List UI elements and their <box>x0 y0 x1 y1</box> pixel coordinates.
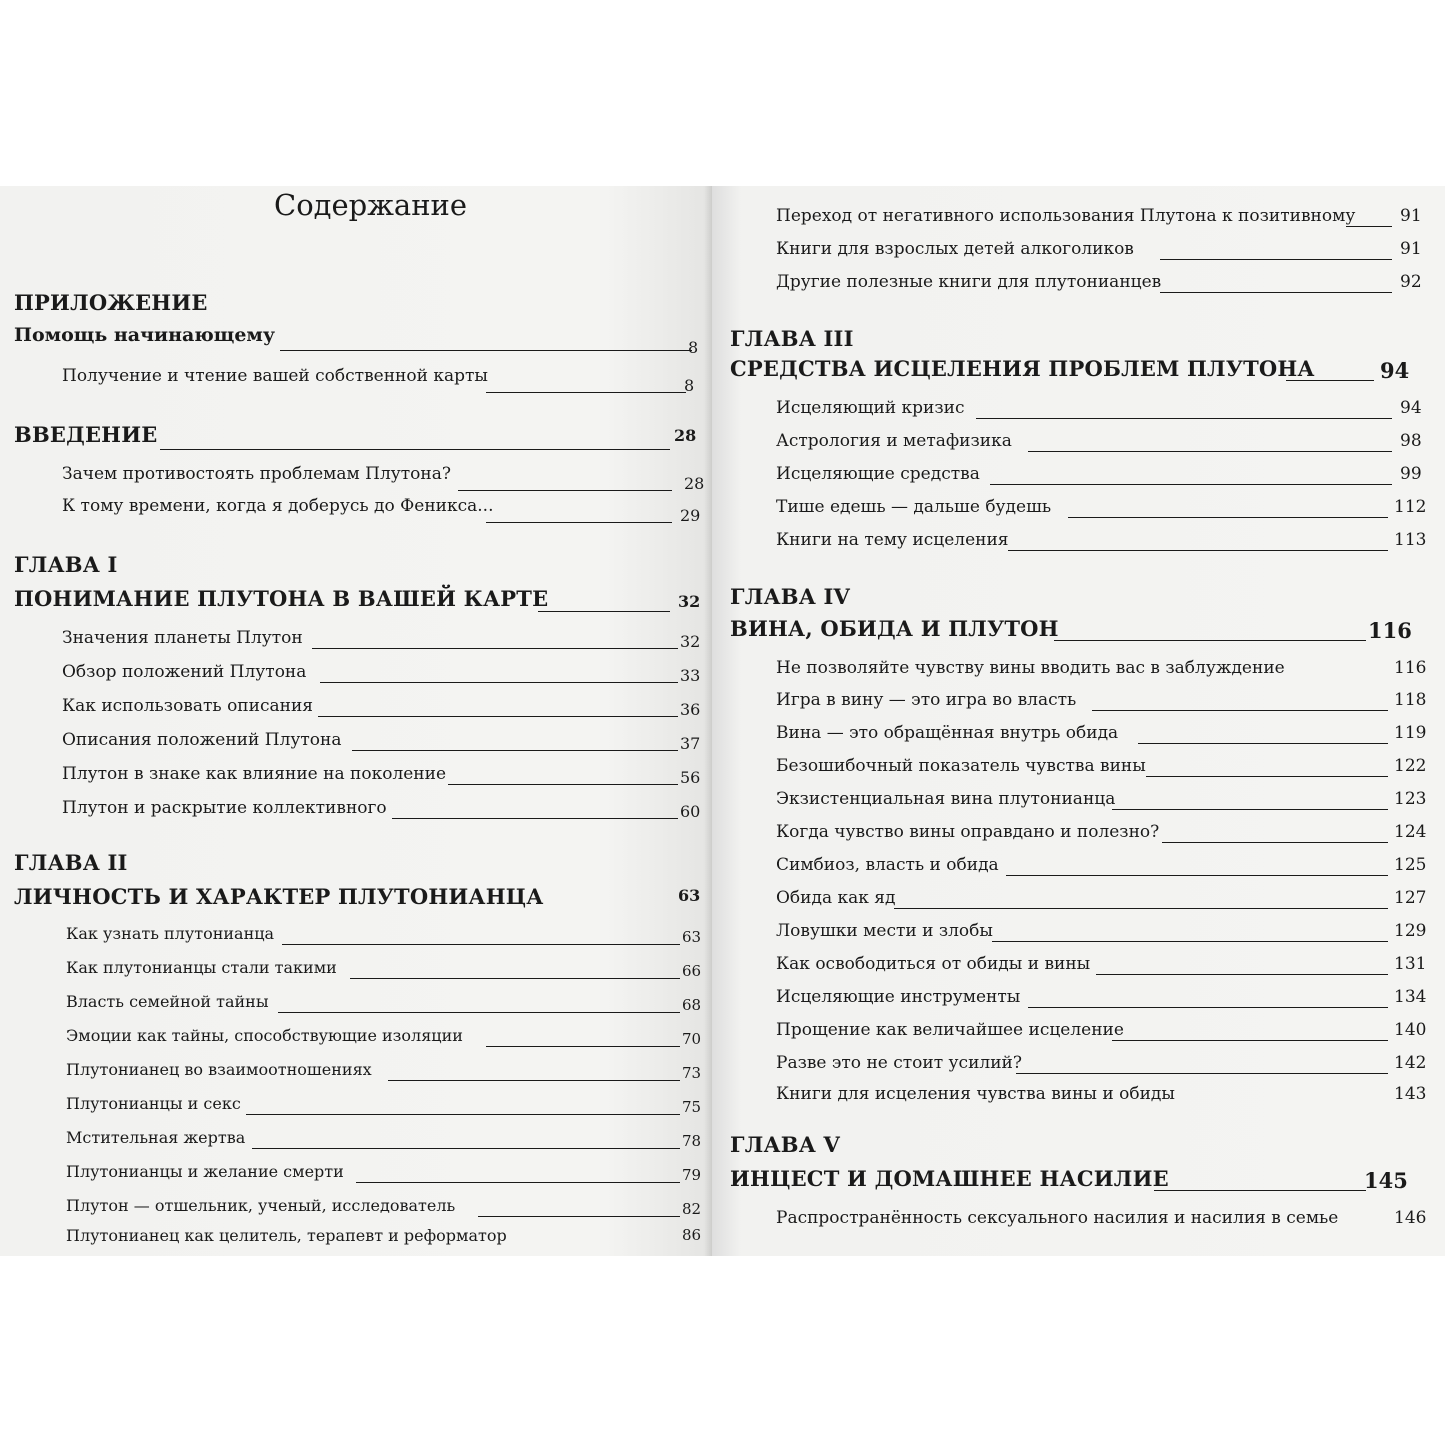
toc-entry <box>776 239 1422 259</box>
entry-page: 37 <box>680 734 701 753</box>
entry-page: 134 <box>1394 987 1427 1007</box>
entry-page: 113 <box>1394 530 1427 550</box>
section-intro: ВВЕДЕНИЕ <box>14 422 158 447</box>
toc-entry <box>66 924 702 946</box>
chapter-5-title: ИНЦЕСТ И ДОМАШНЕЕ НАСИЛИЕ <box>730 1166 1169 1191</box>
dot-leader <box>992 941 1388 942</box>
entry-label: Значения планеты Плутон <box>62 628 303 648</box>
entry-page: 116 <box>1394 658 1427 678</box>
dot-leader <box>1154 1190 1366 1191</box>
entry-page: 92 <box>1400 272 1422 292</box>
entry-label: Плутонианец во взаимоотношениях <box>66 1060 372 1079</box>
entry-label: Обзор положений Плутона <box>62 662 307 682</box>
entry-label: Как использовать описания <box>62 696 314 716</box>
entry-page: 125 <box>1394 855 1427 875</box>
entry-label: Не позволяйте чувству вины вводить вас в заблуждение <box>776 658 1285 678</box>
entry-page: 118 <box>1394 690 1427 710</box>
dot-leader <box>350 978 680 979</box>
dot-leader <box>1068 517 1388 518</box>
entry-page: 29 <box>680 506 701 525</box>
entry-page: 33 <box>680 666 701 685</box>
toc-entry <box>776 1053 1427 1073</box>
entry-label: Плутон — отшельник, ученый, исследователь <box>66 1196 456 1215</box>
section-page: 116 <box>1368 618 1412 643</box>
dot-leader <box>388 1080 680 1081</box>
entry-label: Вина — это обращённая внутрь обида <box>776 723 1119 743</box>
dot-leader <box>1006 875 1388 876</box>
entry-label: Безошибочный показатель чувства вины <box>776 756 1146 776</box>
entry-page: 36 <box>680 700 701 719</box>
chapter-3-label: ГЛАВА III <box>730 326 854 351</box>
dot-leader <box>320 682 678 683</box>
entry-page: 8 <box>688 338 699 357</box>
toc-entry <box>62 496 701 525</box>
dot-leader <box>478 1216 680 1217</box>
entry-page: 124 <box>1394 822 1427 842</box>
dot-leader <box>486 392 686 393</box>
toc-entry <box>776 921 1427 941</box>
page-title: Содержание <box>274 188 468 222</box>
dot-leader <box>278 1012 680 1013</box>
toc-entry <box>776 789 1427 809</box>
entry-label: Как освободиться от обиды и вины <box>776 954 1091 974</box>
entry-label: Книги для взрослых детей алкоголиков <box>776 239 1134 259</box>
entry-label: Эмоции как тайны, способствующие изоляции <box>66 1026 463 1045</box>
entry-page: 94 <box>1400 398 1422 418</box>
toc-entry <box>776 888 1427 908</box>
toc-entry <box>776 530 1427 550</box>
toc-entry <box>776 206 1422 226</box>
entry-page: 119 <box>1394 723 1427 743</box>
toc-entry <box>66 1026 702 1048</box>
dot-leader <box>1112 809 1388 810</box>
toc-entry <box>66 1060 702 1082</box>
entry-label: Помощь начинающему <box>14 324 276 346</box>
dot-leader <box>252 1148 680 1149</box>
entry-label: Обида как яд <box>776 888 896 908</box>
entry-label: Тише едешь — дальше будешь <box>776 497 1052 517</box>
entry-page: 78 <box>682 1132 702 1150</box>
chapter-1-label: ГЛАВА I <box>14 552 118 577</box>
entry-page: 60 <box>680 802 701 821</box>
entry-page: 112 <box>1394 497 1427 517</box>
section-appendix: ПРИЛОЖЕНИЕ <box>14 290 208 315</box>
entry-page: 143 <box>1394 1084 1427 1104</box>
entry-label: Плутонианец как целитель, терапевт и реформатор <box>66 1226 507 1245</box>
entry-page: 131 <box>1394 954 1427 974</box>
entry-page: 28 <box>684 474 705 493</box>
toc-entry <box>66 1162 702 1184</box>
dot-leader <box>486 522 672 523</box>
dot-leader <box>1096 974 1388 975</box>
entry-page: 99 <box>1400 464 1422 484</box>
entry-page: 75 <box>682 1098 702 1116</box>
toc-entry <box>776 723 1427 743</box>
entry-label: Книги на тему исцеления <box>776 530 1009 550</box>
toc-entry <box>776 855 1427 875</box>
entry-label: Плутон в знаке как влияние на поколение <box>62 764 447 784</box>
entry-label: Ловушки мести и злобы <box>776 921 993 941</box>
entry-label: Переход от негативного использования Плутона к позитивному <box>776 206 1356 226</box>
entry-label: Исцеляющий кризис <box>776 398 965 418</box>
toc-entry <box>776 1208 1427 1228</box>
entry-label: Симбиоз, власть и обида <box>776 855 999 875</box>
chapter-4-label: ГЛАВА IV <box>730 584 851 609</box>
dot-leader <box>1112 1040 1388 1041</box>
dot-leader <box>352 750 678 751</box>
entry-page: 8 <box>684 376 695 395</box>
dot-leader <box>356 1182 680 1183</box>
dot-leader <box>1028 451 1392 452</box>
toc-entry <box>66 1128 702 1150</box>
toc-entry <box>62 366 695 395</box>
section-page: 94 <box>1380 358 1410 383</box>
entry-label: Плутонианцы и желание смерти <box>66 1162 344 1181</box>
dot-leader <box>448 784 678 785</box>
entry-page: 129 <box>1394 921 1427 941</box>
toc-entry <box>66 1196 702 1218</box>
entry-page: 142 <box>1394 1053 1427 1073</box>
dot-leader <box>1160 292 1392 293</box>
toc-entry <box>66 958 702 980</box>
entry-page: 123 <box>1394 789 1427 809</box>
entry-label: Получение и чтение вашей собственной карты <box>62 366 488 386</box>
toc-entry <box>62 764 701 787</box>
dot-leader <box>160 449 670 450</box>
entry-page: 66 <box>682 962 702 980</box>
dot-leader <box>538 611 670 612</box>
toc-entry <box>62 696 701 719</box>
entry-label: Экзистенциальная вина плутонианца <box>776 789 1116 809</box>
toc-entry <box>776 987 1427 1007</box>
entry-label: Плутон и раскрытие коллективного <box>62 798 387 818</box>
entry-page: 91 <box>1400 239 1422 259</box>
dot-leader <box>1346 226 1392 227</box>
entry-page: 91 <box>1400 206 1422 226</box>
chapter-2-label: ГЛАВА II <box>14 850 128 875</box>
dot-leader <box>1160 259 1392 260</box>
dot-leader <box>312 648 678 649</box>
entry-label: Разве это не стоит усилий? <box>776 1053 1022 1073</box>
dot-leader <box>1286 380 1374 381</box>
entry-label: Исцеляющие инструменты <box>776 987 1021 1007</box>
dot-leader <box>280 350 692 351</box>
section-page: 32 <box>678 592 701 611</box>
toc-entry <box>776 272 1422 292</box>
entry-label: К тому времени, когда я доберусь до Феникса... <box>62 496 494 516</box>
entry-label: Мстительная жертва <box>66 1128 246 1147</box>
toc-entry <box>776 658 1427 678</box>
dot-leader <box>1138 743 1388 744</box>
entry-page: 32 <box>680 632 701 651</box>
toc-entry <box>776 756 1427 776</box>
toc-entry <box>776 690 1427 710</box>
entry-page: 63 <box>682 928 702 946</box>
entry-page: 82 <box>682 1200 702 1218</box>
dot-leader <box>486 1046 680 1047</box>
dot-leader <box>392 818 678 819</box>
dot-leader <box>1008 550 1388 551</box>
toc-entry <box>62 628 701 651</box>
entry-label: Астрология и метафизика <box>776 431 1012 451</box>
entry-label: Когда чувство вины оправдано и полезно? <box>776 822 1160 842</box>
entry-page: 56 <box>680 768 701 787</box>
toc-entry <box>66 992 702 1014</box>
entry-label: Распространённость сексуального насилия и насилия в семье <box>776 1208 1339 1228</box>
entry-label: Плутонианцы и секс <box>66 1094 241 1113</box>
dot-leader <box>894 908 1388 909</box>
entry-page: 127 <box>1394 888 1427 908</box>
toc-entry <box>776 1020 1427 1040</box>
dot-leader <box>318 716 678 717</box>
entry-page: 73 <box>682 1064 702 1082</box>
toc-entry <box>66 1094 702 1116</box>
entry-label: Описания положений Плутона <box>62 730 342 750</box>
entry-label: Книги для исцеления чувства вины и обиды <box>776 1084 1175 1104</box>
dot-leader <box>1016 1073 1388 1074</box>
toc-entry <box>776 431 1422 451</box>
dot-leader <box>1146 776 1388 777</box>
toc-entry <box>62 662 701 685</box>
dot-leader <box>458 490 672 491</box>
entry-page: 86 <box>682 1226 702 1244</box>
toc-entry <box>776 398 1422 418</box>
entry-label: Исцеляющие средства <box>776 464 980 484</box>
dot-leader <box>246 1114 680 1115</box>
toc-entry <box>66 1226 702 1245</box>
dot-leader <box>282 944 680 945</box>
chapter-2-title: ЛИЧНОСТЬ И ХАРАКТЕР ПЛУТОНИАНЦА <box>14 884 544 909</box>
entry-page: 79 <box>682 1166 702 1184</box>
toc-entry <box>776 954 1427 974</box>
toc-entry <box>776 822 1427 842</box>
section-page: 145 <box>1364 1168 1408 1193</box>
chapter-1-title: ПОНИМАНИЕ ПЛУТОНА В ВАШЕЙ КАРТЕ <box>14 586 549 611</box>
entry-page: 68 <box>682 996 702 1014</box>
entry-label: Игра в вину — это игра во власть <box>776 690 1077 710</box>
entry-label: Как плутонианцы стали такими <box>66 958 337 977</box>
section-page: 28 <box>674 426 697 445</box>
entry-page: 98 <box>1400 431 1422 451</box>
dot-leader <box>1028 1007 1388 1008</box>
entry-page: 122 <box>1394 756 1427 776</box>
toc-entry <box>776 464 1422 484</box>
section-page: 63 <box>678 886 701 905</box>
entry-label: Как узнать плутонианца <box>66 924 275 943</box>
chapter-5-label: ГЛАВА V <box>730 1132 841 1157</box>
dot-leader <box>1162 842 1388 843</box>
right-page <box>712 186 1445 1256</box>
toc-entry <box>776 497 1427 517</box>
chapter-4-title: ВИНА, ОБИДА И ПЛУТОН <box>730 616 1059 641</box>
entry-label: Прощение как величайшее исцеление <box>776 1020 1124 1040</box>
toc-entry <box>62 464 705 493</box>
dot-leader <box>1092 710 1388 711</box>
toc-entry <box>62 730 701 753</box>
toc-entry <box>776 1084 1427 1104</box>
toc-entry <box>14 324 699 357</box>
entry-label: Другие полезные книги для плутонианцев <box>776 272 1162 292</box>
dot-leader <box>990 484 1392 485</box>
entry-label: Зачем противостоять проблемам Плутона? <box>62 464 451 484</box>
entry-label: Власть семейной тайны <box>66 992 269 1011</box>
left-page <box>0 186 712 1256</box>
chapter-3-title: СРЕДСТВА ИСЦЕЛЕНИЯ ПРОБЛЕМ ПЛУТОНА <box>730 356 1315 381</box>
toc-entry <box>62 798 701 821</box>
dot-leader <box>1054 640 1366 641</box>
entry-page: 146 <box>1394 1208 1427 1228</box>
dot-leader <box>976 418 1392 419</box>
entry-page: 140 <box>1394 1020 1427 1040</box>
entry-page: 70 <box>682 1030 702 1048</box>
